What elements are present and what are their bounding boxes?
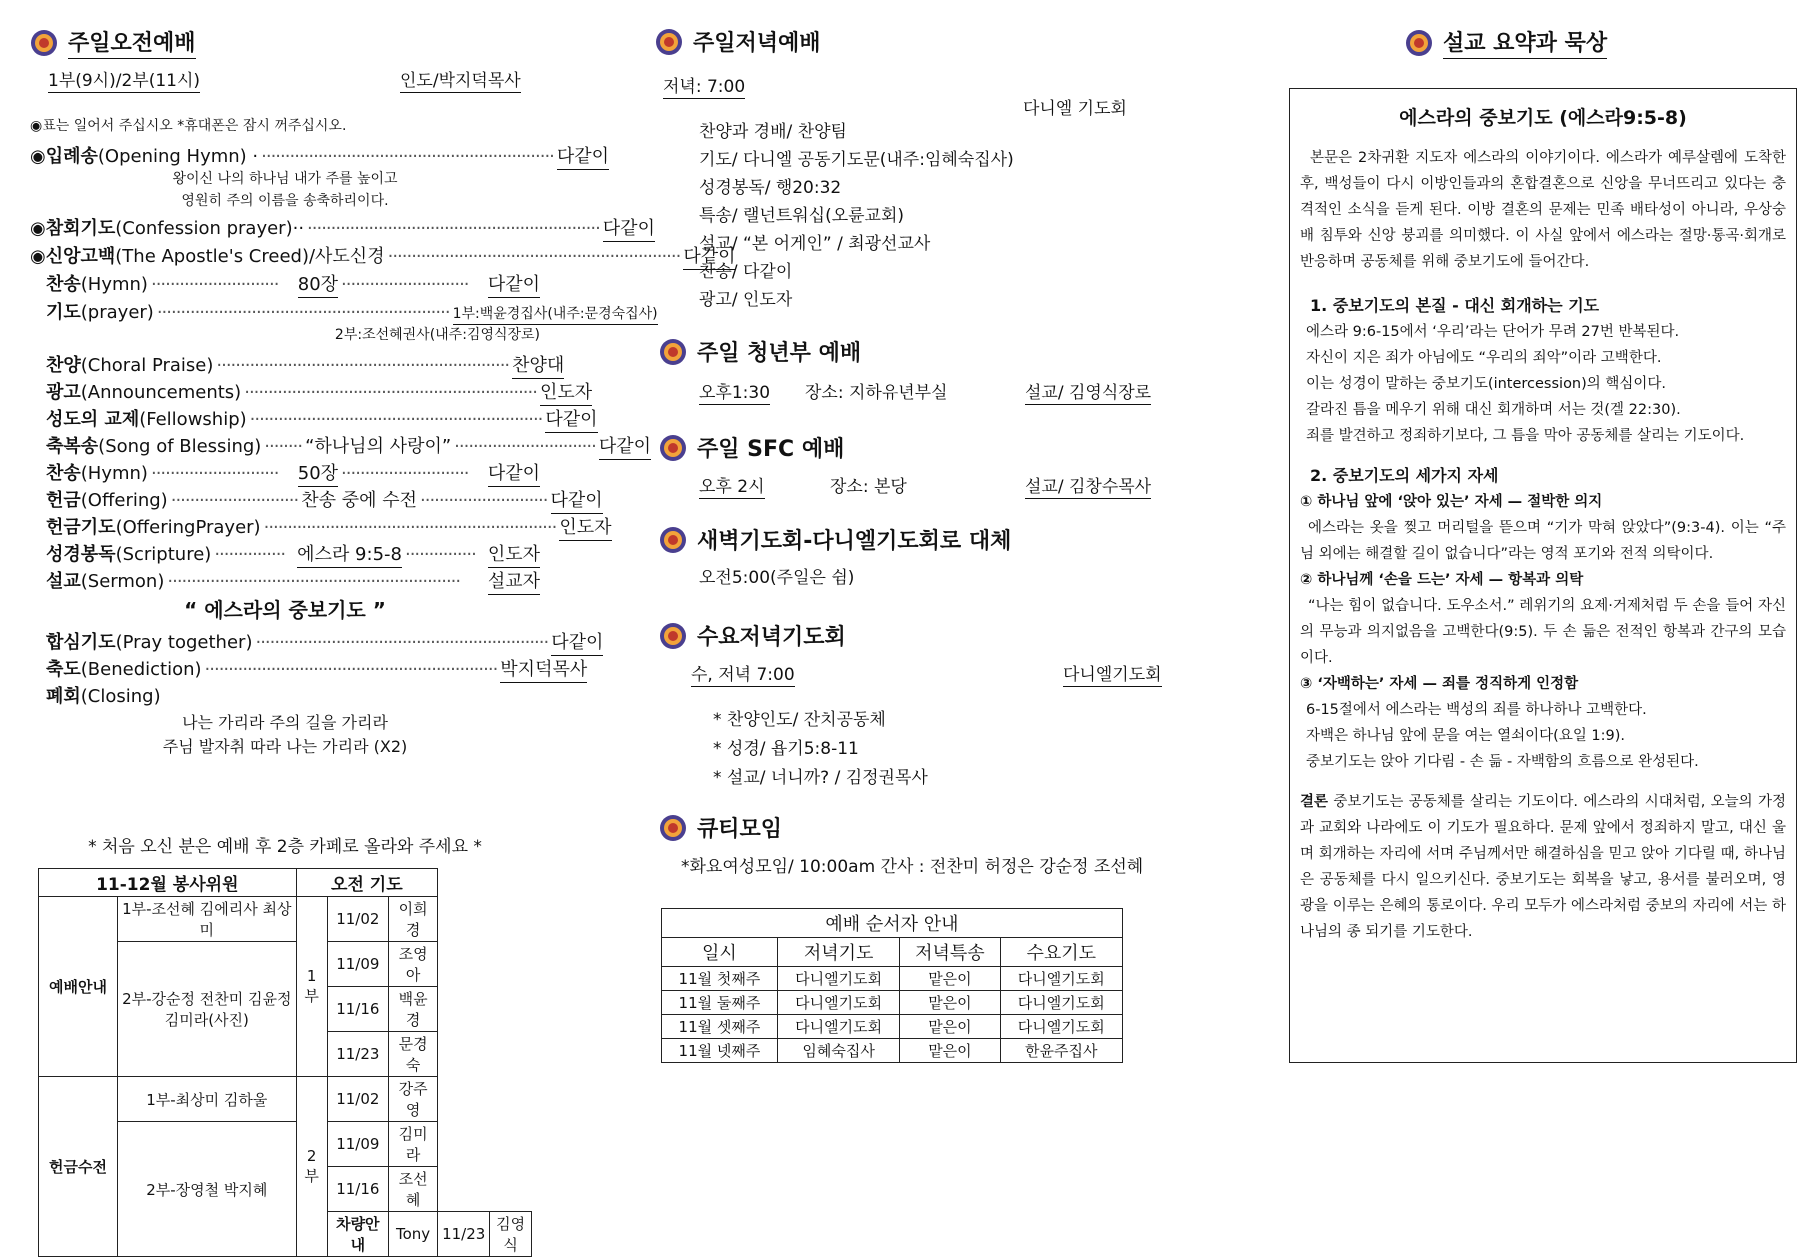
evening-lines bbox=[699, 118, 1014, 314]
evening-group: 다니엘 기도회 bbox=[1023, 99, 1127, 119]
order-item-closing: 폐회 (Closing) bbox=[46, 686, 161, 707]
sermon-title: “ 에스라의 중보기도 ” bbox=[184, 598, 386, 622]
youth-preacher: 설교/ 김영식장로 bbox=[1025, 378, 1151, 405]
order-item-offering: 헌금 (Offering) ··························· 찬송 중에 수전 ··························· 다같이 bbox=[30, 486, 540, 513]
prayer-name: 강주영 bbox=[389, 1077, 438, 1122]
date: 11/02 bbox=[327, 897, 388, 942]
table-row bbox=[662, 991, 1123, 1015]
order-cell: 다니엘기도회 bbox=[1000, 991, 1122, 1015]
church-logo-icon bbox=[1405, 29, 1433, 57]
order-item-hymn-2: 찬송 (Hymn) ··························· 50장 ··························· 다같이 bbox=[30, 459, 540, 486]
order-item-offering-prayer: 헌금기도 (OfferingPrayer) ······························································ 인도자 bbox=[30, 513, 540, 540]
evening-line: 특송/ 랠넌트워십(오륜교회) bbox=[699, 206, 905, 226]
closing-lyric-2: 주님 발자취 따라 나는 가리라 (X2) bbox=[162, 737, 408, 756]
morning-note: ◉표는 일어서 주십시오 *휴대폰은 잠시 꺼주십시오. bbox=[30, 118, 347, 134]
order-cell: 임혜숙집사 bbox=[777, 1039, 899, 1063]
qt-line: *화요여성모임/ 10:00am 간사 : 전찬미 허정은 강순정 조선혜 bbox=[681, 857, 1144, 877]
wed-line: * 성경/ 욥기5:8-11 bbox=[713, 739, 859, 759]
prayer-name: 문경숙 bbox=[389, 1032, 438, 1077]
order-cell: 다니엘기도회 bbox=[777, 1015, 899, 1039]
order-item-sermon: 설교 (Sermon) ······························································ 설교자 bbox=[30, 567, 540, 594]
date: 11/02 bbox=[327, 1077, 388, 1122]
order-cell: 11월 첫째주 bbox=[662, 967, 778, 991]
attitude-2-title: ② 하나님께 ‘손을 드는’ 자세 — 항복과 의탁 bbox=[1300, 572, 1584, 588]
prayer-name: 조영아 bbox=[389, 942, 438, 987]
order-cell: 11월 셋째주 bbox=[662, 1015, 778, 1039]
order-item-confession: ◉참회기도 (Confession prayer)·· ······························································ 다같이 bbox=[30, 214, 540, 242]
order-cell: 11월 둘째주 bbox=[662, 991, 778, 1015]
sermon-summary-title: 에스라의 중보기도 (에스라9:5-8) bbox=[1399, 107, 1687, 129]
morning-leader: 인도/박지덕목사 bbox=[400, 66, 521, 93]
order-cell: 다니엘기도회 bbox=[777, 967, 899, 991]
sfc-place: 장소: 본당 bbox=[830, 477, 907, 497]
date: 11/16 bbox=[327, 987, 388, 1032]
order-cell: 맡은이 bbox=[900, 1039, 1000, 1063]
offering-1st: 1부-최상미 김하울 bbox=[118, 1077, 297, 1122]
attitude-3-line: 자백은 하나님 앞에 문을 여는 열쇠이다(요일 1:9). bbox=[1306, 728, 1626, 744]
order-item-hymn-1: 찬송 (Hymn) ··························· 80장 ··························· 다같이 bbox=[30, 270, 540, 298]
church-logo-icon bbox=[655, 28, 683, 56]
sermon-p1-line: 에스라 9:6-15에서 ‘우리’라는 단어가 무려 27번 반복된다. bbox=[1306, 324, 1680, 340]
sfc-time: 오후 2시 bbox=[699, 472, 765, 499]
attitude-2-text: “나는 힘이 없습니다. 도우소서.” 레위기의 요제·거제처럼 두 손을 들어 자신의 무능과 의지없음을 고백한다(9:5). 두 손 듦은 전적인 항복과 간구의 모습이다. bbox=[1300, 598, 1786, 666]
order-header: 수요기도 bbox=[1000, 938, 1122, 967]
evening-line: 설교/ “본 어게인” / 최광선교사 bbox=[699, 234, 931, 254]
evening-title bbox=[655, 26, 821, 57]
order-cell: 맡은이 bbox=[900, 1015, 1000, 1039]
youth-title-text: 주일 청년부 예배 bbox=[697, 341, 862, 366]
attitude-3-line: 6-15절에서 에스라는 백성의 죄를 하나하나 고백한다. bbox=[1306, 702, 1647, 718]
youth-title bbox=[659, 336, 861, 367]
wed-group: 다니엘기도회 bbox=[1063, 660, 1162, 687]
youth-place: 장소: 지하유년부실 bbox=[805, 383, 948, 403]
sermon-intro: 본문은 2차귀환 지도자 에스라의 이야기이다. 에스라가 예루살렘에 도착한 후, 백성들이 다시 이방인들과의 혼합결혼으로 신앙을 무너뜨리고 있다는 충격적인 소식을 듣게 된다. 이방 결혼의 문제는 민족 배타성이 아니라, 우상숭배 침투와 신앙 붕괴를 의미했다. 이 사실 앞에서 에스라는 절망·통곡·회개로 반응하며 공동체를 위해 중보기도에 들어간다. bbox=[1300, 150, 1786, 270]
prayer-name: 이희경 bbox=[389, 897, 438, 942]
conclusion-text: 중보기도는 공동체를 살리는 기도이다. 에스라의 시대처럼, 오늘의 가정과 교회와 나라에도 이 기도가 필요하다. 문제 앞에서 정죄하지 말고, 대신 울며 회개하는 자리에 서며 주님께서만 해결하심을 믿고 앉아 기다릴 때, 하나님은 공동체를 다시 일으키신다. 중보기도는 회복을 낳고, 용서를 불러오며, 영광을 이루는 은혜의 통로이다. 우리 모두가 에스라처럼 중보의 자리에 서는 하나님의 종 되기를 기도한다. bbox=[1300, 794, 1787, 940]
wed-title-text: 수요저녁기도회 bbox=[697, 625, 846, 650]
order-item-prayer: 기도 (prayer) ······························································ 1부:백윤경집사(내주:문경숙집사) bbox=[46, 302, 658, 323]
church-logo-icon bbox=[659, 622, 687, 650]
evening-line: 찬양과 경배/ 찬양팀 bbox=[699, 122, 847, 142]
attitude-1-text: 에스라는 옷을 찢고 머리털을 뜯으며 “기가 막혀 앉았다”(9:3-4). 이는 “주님 외에는 해결할 길이 없습니다”라는 영적 포기와 전적 의탁이다. bbox=[1300, 520, 1786, 562]
attitude-3-line: 중보기도는 앉아 기다림 - 손 듦 - 자백함의 흐름으로 완성된다. bbox=[1306, 754, 1699, 770]
evening-title-text: 주일저녁예배 bbox=[693, 31, 821, 56]
wed-time: 수, 저녁 7:00 bbox=[691, 660, 795, 687]
prayer-name: 김미라 bbox=[389, 1122, 438, 1167]
dawn-time: 오전5:00(주일은 쉼) bbox=[699, 568, 855, 588]
volunteer-table bbox=[38, 868, 532, 1257]
order-cell: 다니엘기도회 bbox=[1000, 1015, 1122, 1039]
attitude-3-title: ③ ‘자백하는’ 자세 — 죄를 정직하게 인정함 bbox=[1300, 676, 1579, 692]
order-header: 저녁특송 bbox=[900, 938, 1000, 967]
welcome-note: * 처음 오신 분은 예배 후 2층 카페로 올라와 주세요 * bbox=[88, 837, 482, 857]
sermon-p1-line: 죄를 발견하고 정죄하기보다, 그 틈을 막아 공동체를 살리는 기도이다. bbox=[1306, 428, 1745, 444]
sermon-p1-line: 갈라진 틈을 메우기 위해 대신 회개하며 서는 것(겔 22:30). bbox=[1306, 402, 1681, 418]
date: 11/16 bbox=[327, 1167, 388, 1212]
morning-title bbox=[30, 26, 196, 59]
sermon-heading-1: 1. 중보기도의 본질 - 대신 회개하는 기도 bbox=[1310, 296, 1600, 315]
service-2: 2부 bbox=[296, 1077, 327, 1257]
dawn-title-text: 새벽기도회-다니엘기도회로 대체 bbox=[697, 529, 1012, 554]
sermon-section-title bbox=[1405, 26, 1607, 59]
qt-title bbox=[659, 812, 782, 843]
prayer-second-service: 2부:조선혜권사(내주:김영식장로) bbox=[334, 327, 540, 343]
wed-lines bbox=[713, 706, 928, 793]
vehicle-name: Tony bbox=[389, 1212, 438, 1257]
order-cell: 맡은이 bbox=[900, 967, 1000, 991]
youth-time: 오후1:30 bbox=[699, 378, 770, 405]
church-logo-icon bbox=[659, 338, 687, 366]
sermon-p1-line: 이는 성경이 말하는 중보기도(intercession)의 핵심이다. bbox=[1306, 376, 1667, 392]
date: 11/09 bbox=[327, 1122, 388, 1167]
order-item-benediction: 축도 (Benediction) ······························································ 박지덕목사 bbox=[30, 655, 540, 682]
group-vehicle: 차량안내 bbox=[327, 1212, 388, 1257]
qt-title-text: 큐티모임 bbox=[697, 817, 783, 842]
order-table-title: 예배 순서자 안내 bbox=[662, 909, 1123, 938]
date: 11/09 bbox=[327, 942, 388, 987]
group-usher: 예배안내 bbox=[39, 897, 118, 1077]
order-item-pray-together: 합심기도 (Pray together) ······························································ 다같이 bbox=[30, 628, 540, 655]
volunteer-header: 11-12월 봉사위원 bbox=[39, 869, 297, 897]
wed-line: * 찬양인도/ 잔치공동체 bbox=[713, 710, 886, 730]
table-row bbox=[662, 1039, 1123, 1063]
closing-lyric-1: 나는 가리라 주의 길을 가리라 bbox=[182, 713, 388, 732]
evening-line: 찬송/ 다같이 bbox=[699, 262, 793, 282]
evening-line: 광고/ 인도자 bbox=[699, 290, 793, 310]
hymn-lyric-2: 영원히 주의 이름을 송축하리이다. bbox=[181, 193, 389, 209]
church-logo-icon bbox=[30, 29, 58, 57]
evening-line: 기도/ 다니엘 공동기도문(내주:임혜숙집사) bbox=[699, 150, 1014, 170]
evening-line: 성경봉독/ 행20:32 bbox=[699, 178, 842, 198]
morning-times: 1부(9시)/2부(11시) bbox=[48, 66, 200, 93]
order-header: 저녁기도 bbox=[777, 938, 899, 967]
wed-line: * 설교/ 너니까? / 김정권목사 bbox=[713, 768, 928, 788]
sermon-heading-2: 2. 중보기도의 세가지 자세 bbox=[1310, 466, 1499, 485]
group-offering: 헌금수전 bbox=[39, 1077, 118, 1257]
sermon-p1 bbox=[1300, 319, 1786, 449]
offering-2nd: 2부-장영철 박지혜 bbox=[118, 1122, 297, 1257]
order-item-scripture: 성경봉독 (Scripture) ··············· 에스라 9:5-8 ··············· 인도자 bbox=[30, 540, 540, 567]
attitude-1-title: ① 하나님 앞에 ‘앉아 있는’ 자세 — 절박한 의지 bbox=[1300, 494, 1603, 510]
prayer-name: 조선혜 bbox=[389, 1167, 438, 1212]
church-logo-icon bbox=[659, 814, 687, 842]
order-item-choir: 찬양 (Choral Praise) ······························································ 찬양대 bbox=[30, 351, 540, 378]
prayer-header: 오전 기도 bbox=[296, 869, 437, 897]
order-cell: 한윤주집사 bbox=[1000, 1039, 1122, 1063]
prayer-name: 백윤경 bbox=[389, 987, 438, 1032]
dawn-title bbox=[659, 524, 1011, 555]
evening-time: 저녁: 7:00 bbox=[663, 72, 745, 99]
prayer-name: 김영식 bbox=[490, 1212, 532, 1257]
usher-2nd: 2부-강순정 전찬미 김윤정 김미라(사진) bbox=[118, 942, 297, 1077]
sermon-section-title-text: 설교 요약과 묵상 bbox=[1443, 26, 1607, 59]
date: 11/23 bbox=[327, 1032, 388, 1077]
service-1: 1부 bbox=[296, 897, 327, 1077]
table-row bbox=[662, 967, 1123, 991]
sfc-preacher: 설교/ 김창수목사 bbox=[1025, 472, 1151, 499]
order-table bbox=[661, 908, 1123, 1063]
order-header: 일시 bbox=[662, 938, 778, 967]
morning-title-text: 주일오전예배 bbox=[68, 26, 196, 59]
hymn-lyric-1: 왕이신 나의 하나님 내가 주를 높이고 bbox=[172, 171, 398, 187]
sfc-title bbox=[659, 432, 844, 463]
order-item-fellowship: 성도의 교제 (Fellowship) ······························································ 다같이 bbox=[30, 405, 540, 432]
sfc-title-text: 주일 SFC 예배 bbox=[697, 437, 845, 462]
order-cell: 맡은이 bbox=[900, 991, 1000, 1015]
order-cell: 다니엘기도회 bbox=[777, 991, 899, 1015]
church-logo-icon bbox=[659, 526, 687, 554]
church-logo-icon bbox=[659, 434, 687, 462]
table-row bbox=[662, 1015, 1123, 1039]
conclusion-label: 결론 bbox=[1300, 794, 1329, 810]
date: 11/23 bbox=[438, 1212, 490, 1257]
order-item-opening: ◉입례송 (Opening Hymn) · ······························································ 다같이 bbox=[30, 142, 540, 168]
sermon-p1-line: 자신이 지은 죄가 아님에도 “우리의 죄악”이라 고백한다. bbox=[1306, 350, 1662, 366]
order-item-blessing: 축복송 (Song of Blessing) ········ “하나님의 사랑이” ······························ 다같이 bbox=[30, 432, 540, 459]
order-cell: 11월 넷째주 bbox=[662, 1039, 778, 1063]
wed-title bbox=[659, 620, 846, 651]
order-item-announcements: 광고 (Announcements) ······························································ 인도자 bbox=[30, 378, 540, 405]
usher-1st: 1부-조선혜 김에리사 최상미 bbox=[118, 897, 297, 942]
sermon-box bbox=[1289, 88, 1797, 1063]
order-cell: 다니엘기도회 bbox=[1000, 967, 1122, 991]
attitude-3-text bbox=[1300, 697, 1786, 775]
order-item-creed: ◉신앙고백 (The Apostle's Creed)/사도신경 ······························································ 다같이 bbox=[30, 242, 540, 270]
sermon-conclusion bbox=[1300, 789, 1786, 945]
sermon-column bbox=[1285, 0, 1795, 1093]
